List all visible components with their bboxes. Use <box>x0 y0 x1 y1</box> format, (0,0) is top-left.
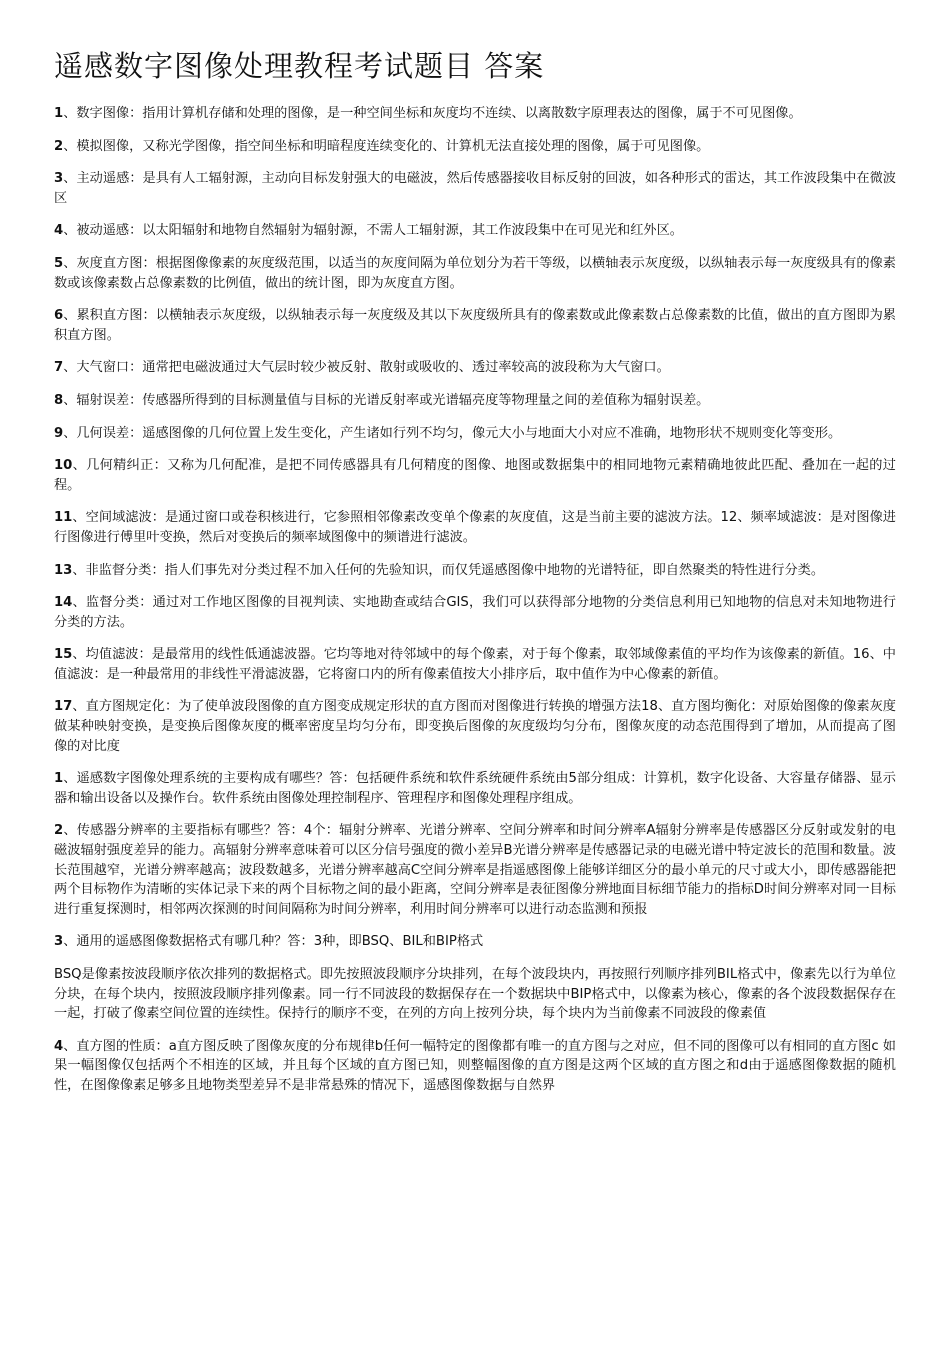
paragraph-text: BSQ是像素按波段顺序依次排列的数据格式。即先按照波段顺序分块排列，在每个波段块内，再按照行列顺序排列BIL格式中，像素先以行为单位分块，在每个块内，按照波段顺序排列像素。同一行不同波段的数据保存在一个数据块中BIP格式中，以像素为核心，像素的各个波段数据保存在一起，打破了像素空间位置的连续性。保持行的顺序不变，在列的方向上按列分块，每个块内为当前像素不同波段的像素值 <box>54 967 896 1022</box>
paragraph-text: 、通用的遥感图像数据格式有哪几种？答：3种，即BSQ、BIL和BIP格式 <box>63 934 484 950</box>
paragraph-number: 4 <box>54 223 64 239</box>
paragraph <box>54 306 896 345</box>
paragraph <box>54 965 896 1024</box>
paragraph <box>54 645 896 684</box>
paragraph-text: 、灰度直方图：根据图像像素的灰度级范围，以适当的灰度间隔为单位划分为若干等级，以横轴表示灰度级，以纵轴表示每一灰度级具有的像素数或该像素数占总像素数的比例值，做出的统计图，即为灰度直方图。 <box>54 255 896 291</box>
paragraph-number: 13 <box>54 562 73 578</box>
paragraph-number: 8 <box>54 392 64 408</box>
paragraph <box>54 593 896 632</box>
paragraph-text: 、被动遥感：以太阳辐射和地物自然辐射为辐射源，不需人工辐射源，其工作波段集中在可见光和红外区。 <box>63 223 683 239</box>
paragraph-text: 、累积直方图：以横轴表示灰度级，以纵轴表示每一灰度级及其以下灰度级所具有的像素数或此像素数占总像素数的比值，做出的直方图即为累积直方图。 <box>54 308 896 343</box>
paragraph-text: 、监督分类：通过对工作地区图像的目视判读、实地勘查或结合GIS，我们可以获得部分地物的分类信息利用已知地物的信息对未知地物进行分类的方法。 <box>54 595 896 630</box>
paragraph <box>54 456 896 495</box>
paragraph <box>54 424 896 444</box>
paragraph-number: 5 <box>54 255 64 271</box>
paragraph <box>54 1037 896 1096</box>
paragraph-number: 17 <box>54 699 73 715</box>
paragraph <box>54 137 896 157</box>
paragraph-number: 10 <box>54 458 73 474</box>
paragraph-number: 2 <box>54 823 64 839</box>
paragraph-text: 、直方图规定化：为了使单波段图像的直方图变成规定形状的直方图而对图像进行转换的增强方法18、直方图均衡化：对原始图像的像素灰度做某种映射变换，是变换后图像灰度的概率密度呈均匀分布，即变换后图像的灰度级均匀分布，图像灰度的动态范围得到了增加，从而提高了图像的对比度 <box>54 699 896 754</box>
paragraph-number: 3 <box>54 171 64 187</box>
paragraph-text: 、遥感数字图像处理系统的主要构成有哪些？答：包括硬件系统和软件系统硬件系统由5部分组成：计算机，数字化设备、大容量存储器、显示器和输出设备以及操作台。软件系统由图像处理控制程序、管理程序和图像处理程序组成。 <box>54 771 896 806</box>
paragraph-number: 7 <box>54 360 64 376</box>
paragraph-text: 、直方图的性质：a直方图反映了图像灰度的分布规律b任何一幅特定的图像都有唯一的直方图与之对应，但不同的图像可以有相同的直方图c 如果一幅图像仅包括两个不相连的区域，并且每个区域的直方图已知，则整幅图像的直方图是这两个区域的直方图之和d由于遥感图像数据的随机性，在图像像素足够多且地物类型差异不是非常悬殊的情况下，遥感图像数据与自然界 <box>54 1038 896 1093</box>
paragraph-number: 11 <box>54 510 73 526</box>
paragraph-text: 、几何精纠正：又称为几何配准，是把不同传感器具有几何精度的图像、地图或数据集中的相同地物元素精确地彼此匹配、叠加在一起的过程。 <box>54 458 896 493</box>
paragraph-number: 14 <box>54 595 73 611</box>
paragraph <box>54 104 896 124</box>
paragraph-number: 9 <box>54 425 64 441</box>
paragraph-number: 4 <box>54 1038 64 1054</box>
paragraph-text: 、数字图像：指用计算机存储和处理的图像，是一种空间坐标和灰度均不连续、以离散数字原理表达的图像，属于不可见图像。 <box>63 106 802 121</box>
paragraph-text: 、主动遥感：是具有人工辐射源，主动向目标发射强大的电磁波，然后传感器接收目标反射的回波，如各种形式的雷达，其工作波段集中在微波区 <box>54 171 896 206</box>
paragraph-number: 2 <box>54 138 64 154</box>
paragraph-text: 、空间域滤波：是通过窗口或卷积核进行，它参照相邻像素改变单个像素的灰度值，这是当前主要的滤波方法。12、频率域滤波：是对图像进行图像进行傅里叶变换，然后对变换后的频率域图像中的频谱进行滤波。 <box>54 510 896 545</box>
paragraph-number: 6 <box>54 308 64 324</box>
paragraph-number: 1 <box>54 106 64 121</box>
paragraph-text: 、辐射误差：传感器所得到的目标测量值与目标的光谱反射率或光谱辐亮度等物理量之间的差值称为辐射误差。 <box>63 392 710 408</box>
paragraph <box>54 697 896 756</box>
page-title: 遥感数字图像处理教程考试题目 答案 <box>54 49 545 83</box>
paragraph-number: 3 <box>54 934 64 950</box>
paragraph-text: 、几何误差：遥感图像的几何位置上发生变化，产生诸如行列不均匀，像元大小与地面大小对应不准确，地物形状不规则变化等变形。 <box>63 425 842 441</box>
paragraph <box>54 254 896 293</box>
paragraph <box>54 391 896 411</box>
paragraph-text: 、均值滤波：是最常用的线性低通滤波器。它均等地对待邻域中的每个像素，对于每个像素，取邻域像素值的平均作为该像素的新值。16、中值滤波：是一种最常用的非线性平滑滤波器，它将窗口内的所有像素值按大小排序后，取中值作为中心像素的新值。 <box>54 647 896 682</box>
paragraph <box>54 821 896 919</box>
paragraph <box>54 221 896 241</box>
paragraph <box>54 169 896 208</box>
paragraph <box>54 932 896 952</box>
paragraph <box>54 561 896 581</box>
paragraph-text: 、模拟图像，又称光学图像，指空间坐标和明暗程度连续变化的、计算机无法直接处理的图像，属于可见图像。 <box>63 138 710 154</box>
paragraph-text: 、非监督分类：指人们事先对分类过程不加入任何的先验知识，而仅凭遥感图像中地物的光谱特征，即自然聚类的特性进行分类。 <box>72 562 825 578</box>
paragraph-number: 15 <box>54 647 73 663</box>
paragraph <box>54 508 896 547</box>
document-page <box>54 44 896 1109</box>
paragraph-text: 、大气窗口：通常把电磁波通过大气层时较少被反射、散射或吸收的、透过率较高的波段称为大气窗口。 <box>63 360 670 376</box>
paragraph <box>54 769 896 808</box>
paragraph-text: 、传感器分辨率的主要指标有哪些？答：4个：辐射分辨率、光谱分辨率、空间分辨率和时间分辨率A辐射分辨率是传感器区分反射或发射的电磁波辐射强度差异的能力。高辐射分辨率意味着可以区分信号强度的微小差异B光谱分辨率是传感器记录的电磁光谱中特定波长的范围和数量。波长范围越窄，光谱分辨率越高；波段数越多，光谱分辨率越高C空间分辨率是指遥感图像上能够详细区分的最小单元的尺寸或大小，即传感器能把两个目标物作为清晰的实体记录下来的两个目标物之间的最小距离，空间分辨率是表征图像分辨地面目标细节能力的指标D时间分辨率对同一目标进行重复探测时，相邻两次探测的时间间隔称为时间分辨率，利用时间分辨率可以进行动态监测和预报 <box>54 823 896 917</box>
paragraph <box>54 358 896 378</box>
paragraph-number: 1 <box>54 771 64 787</box>
